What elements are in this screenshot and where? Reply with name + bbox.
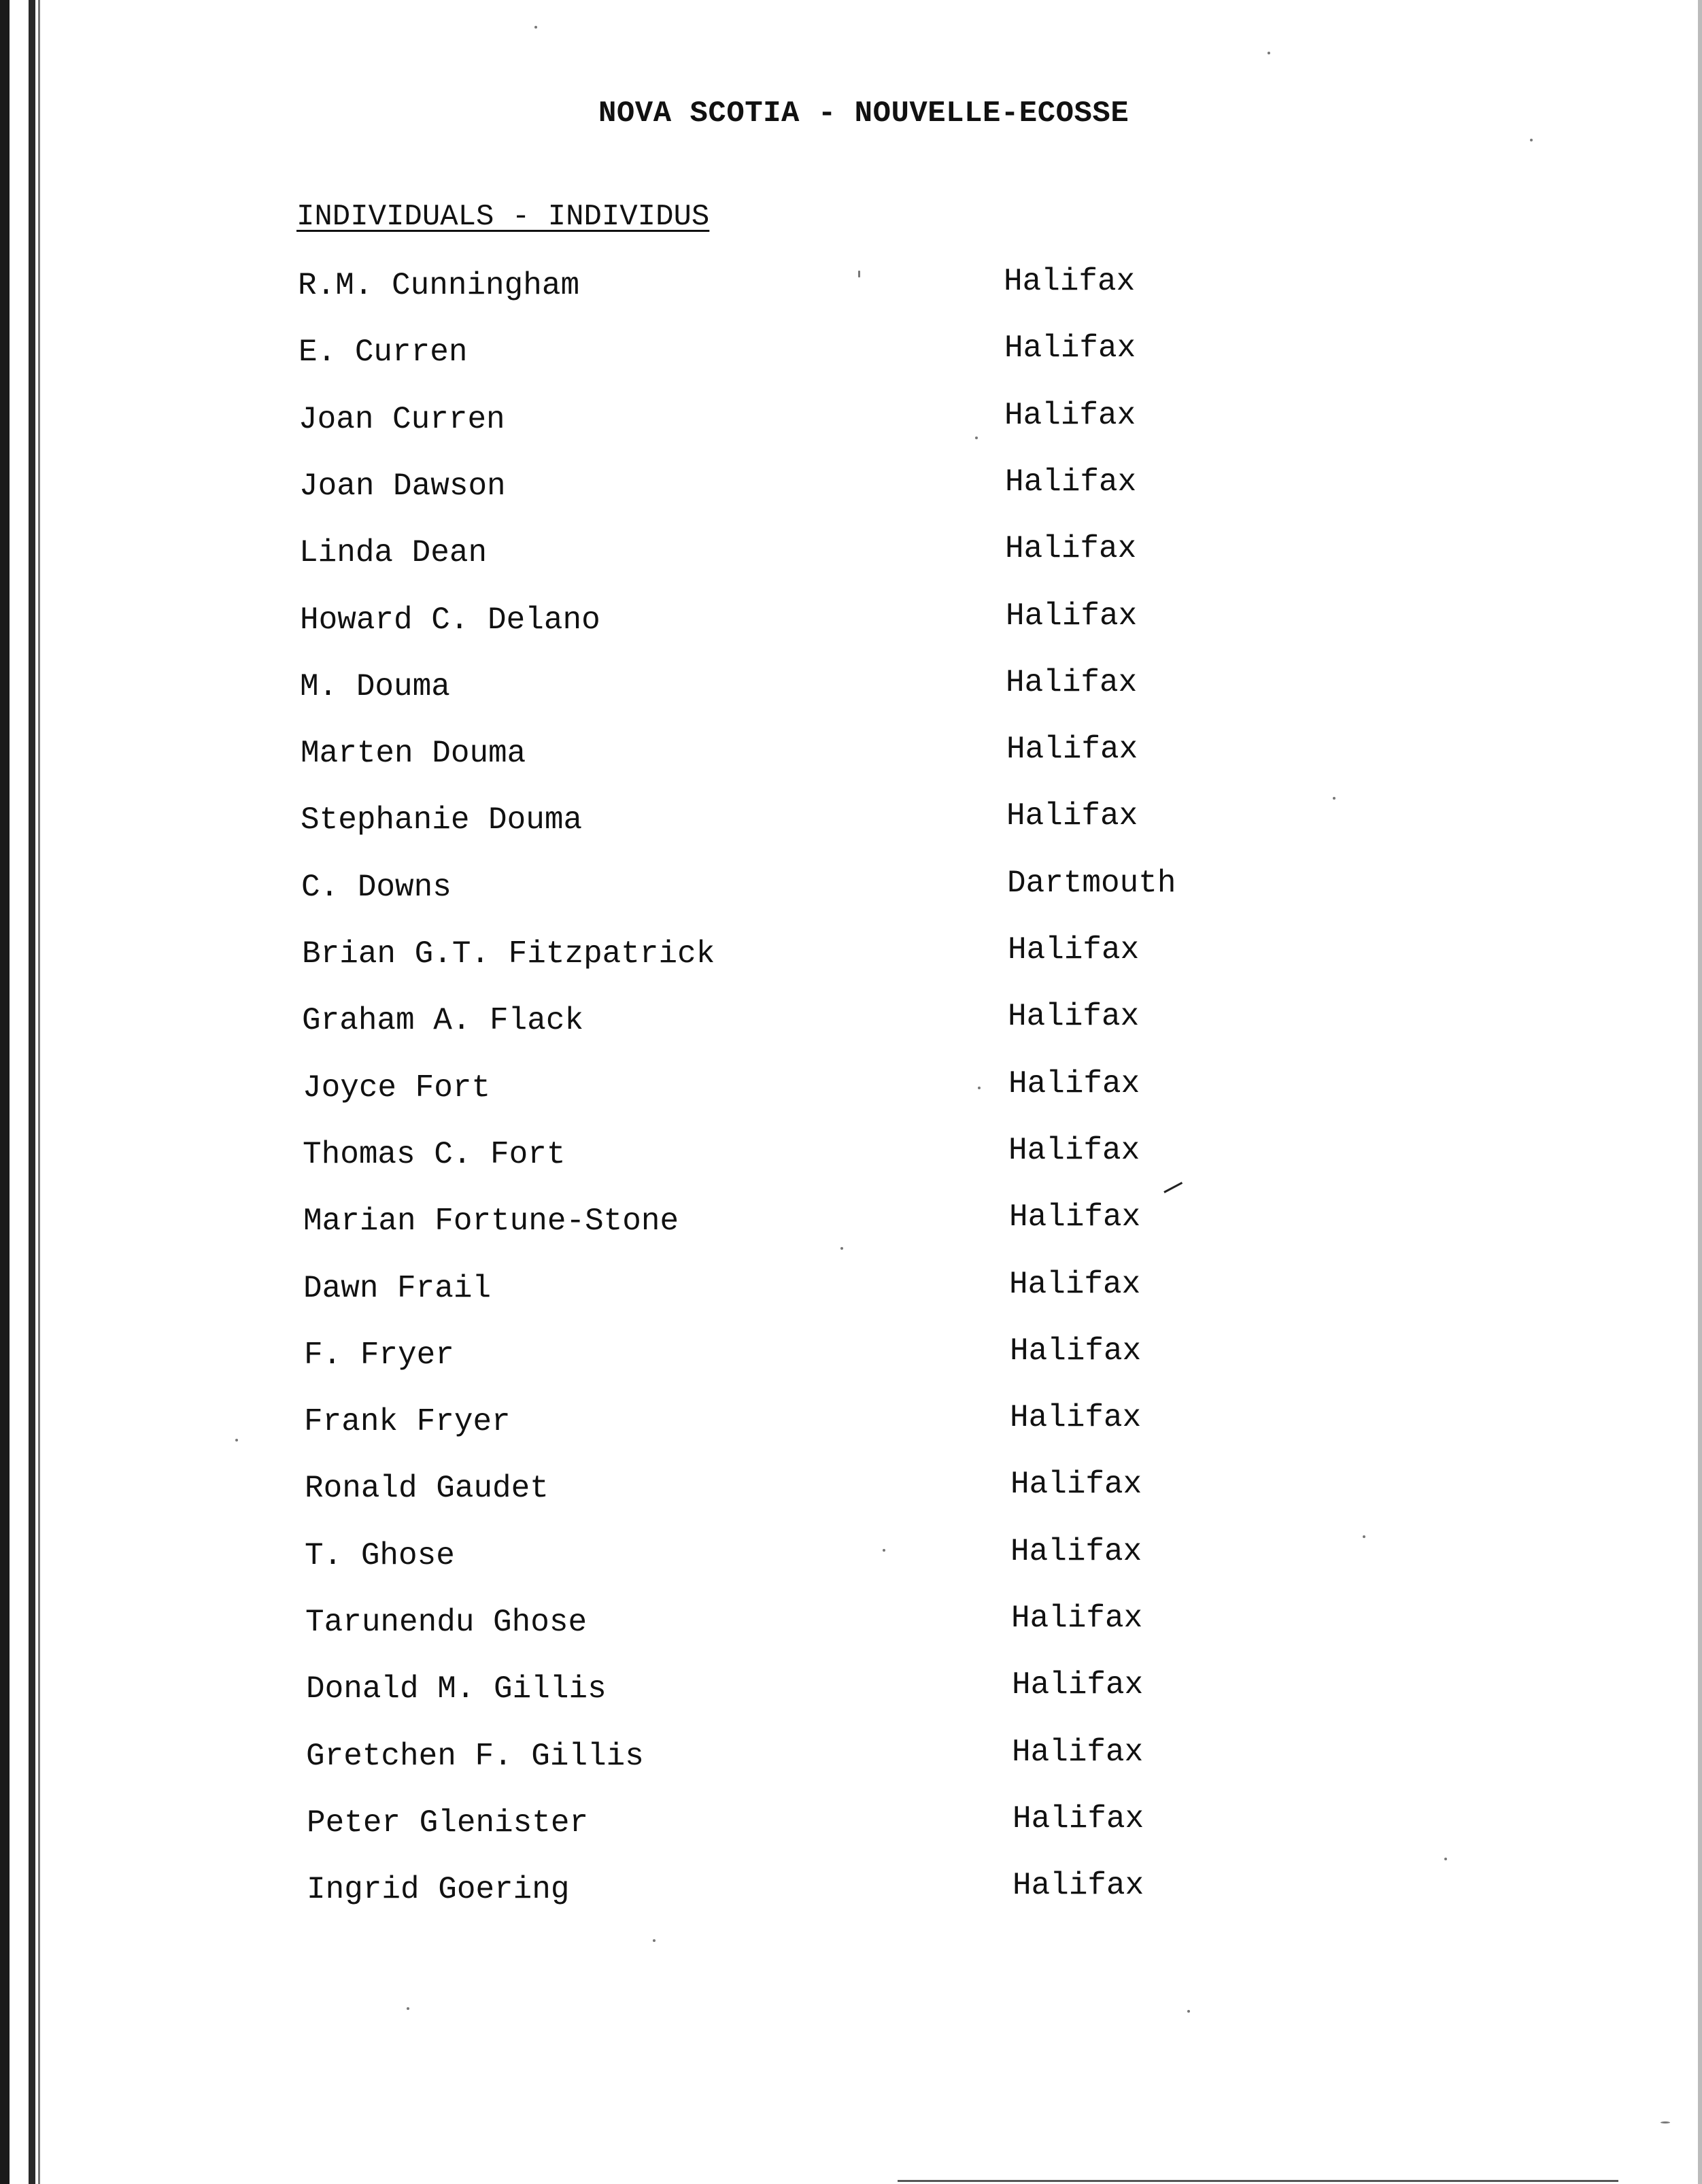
roster-row: [0, 1065, 1702, 1131]
roster-row: [0, 1400, 1702, 1465]
roster-row: [0, 264, 1702, 329]
person-city: Halifax: [1006, 798, 1138, 834]
person-city: Dartmouth: [1007, 865, 1176, 901]
scan-speck: [1444, 1858, 1447, 1860]
roster-row: [0, 1601, 1702, 1666]
roster-row: [0, 330, 1702, 396]
roster-row: [0, 464, 1702, 530]
scan-speck: [1267, 52, 1270, 54]
person-city: Halifax: [1004, 264, 1136, 299]
person-name: Frank Fryer: [304, 1404, 511, 1440]
person-city: Halifax: [1004, 397, 1136, 433]
person-city: Halifax: [1009, 1266, 1141, 1302]
person-city: Halifax: [1010, 1467, 1142, 1503]
person-name: Joan Dawson: [299, 468, 506, 504]
scan-speck: [883, 1549, 885, 1552]
roster-row: [0, 1333, 1702, 1399]
person-city: Halifax: [1012, 1801, 1144, 1837]
roster-row: [0, 531, 1702, 596]
roster-row: [0, 664, 1702, 730]
person-city: Halifax: [1006, 664, 1138, 700]
person-name: Ingrid Goering: [307, 1872, 570, 1908]
person-city: Halifax: [1010, 1400, 1142, 1436]
scan-speck: [840, 1247, 843, 1250]
roster-row: [0, 865, 1702, 931]
scan-speck: [975, 437, 978, 439]
person-city: Halifax: [1012, 1868, 1144, 1904]
person-city: Halifax: [1010, 1533, 1142, 1569]
person-name: Brian G.T. Fitzpatrick: [302, 936, 715, 972]
roster-row: [0, 999, 1702, 1064]
scan-speck: [534, 26, 537, 29]
person-city: Halifax: [1012, 1734, 1144, 1770]
person-name: Ronald Gaudet: [305, 1471, 549, 1507]
person-city: Halifax: [1006, 598, 1138, 634]
person-name: Thomas C. Fort: [303, 1136, 566, 1172]
roster-row: [0, 397, 1702, 463]
person-name: R.M. Cunningham: [298, 268, 580, 303]
person-name: Joyce Fort: [303, 1070, 491, 1106]
person-name: Stephanie Douma: [301, 802, 583, 838]
scan-speck: [1187, 2010, 1190, 2013]
person-name: Howard C. Delano: [300, 602, 600, 638]
person-name: Peter Glenister: [307, 1805, 589, 1841]
person-name: C. Downs: [301, 869, 452, 905]
roster-row: [0, 1667, 1702, 1733]
roster-row: [0, 1199, 1702, 1265]
scan-speck: [235, 1439, 238, 1441]
page-title: NOVA SCOTIA - NOUVELLE-ECOSSE: [598, 97, 1129, 131]
person-city: Halifax: [1010, 1333, 1142, 1369]
roster-row: [0, 732, 1702, 797]
person-name: E. Curren: [299, 335, 468, 371]
person-city: Halifax: [1008, 999, 1140, 1035]
roster-row: [0, 1132, 1702, 1198]
person-name: Joan Curren: [299, 401, 505, 437]
person-city: Halifax: [1011, 1601, 1143, 1636]
person-name: Marian Fortune-Stone: [303, 1204, 679, 1240]
scan-speck: [653, 1939, 656, 1942]
scan-speck: [1333, 797, 1335, 800]
person-name: Marten Douma: [301, 736, 526, 772]
person-name: Donald M. Gillis: [306, 1671, 607, 1707]
roster-row: [0, 932, 1702, 997]
roster-row: [0, 598, 1702, 664]
roster-row: [0, 1734, 1702, 1800]
person-name: Tarunendu Ghose: [305, 1605, 588, 1640]
roster-row: [0, 798, 1702, 864]
person-name: T. Ghose: [305, 1537, 455, 1573]
person-name: Linda Dean: [299, 535, 488, 571]
roster-row: [0, 1266, 1702, 1332]
scan-speck: [1661, 2121, 1670, 2123]
scan-speck: [407, 2007, 409, 2010]
scan-speck: [978, 1087, 981, 1089]
roster-row: [0, 1533, 1702, 1599]
person-city: Halifax: [1005, 531, 1137, 567]
person-city: Halifax: [1008, 1065, 1140, 1102]
scan-speck: [1530, 139, 1533, 141]
section-heading: INDIVIDUALS - INDIVIDUS: [296, 200, 710, 234]
scan-speck: [1363, 1535, 1365, 1538]
person-city: Halifax: [1004, 330, 1136, 366]
person-name: F. Fryer: [304, 1337, 454, 1373]
person-city: Halifax: [1012, 1667, 1144, 1703]
person-city: Halifax: [1008, 1132, 1140, 1168]
person-city: Halifax: [1005, 464, 1137, 500]
person-city: Halifax: [1009, 1199, 1141, 1235]
person-name: Dawn Frail: [303, 1270, 492, 1306]
roster-row: [0, 1801, 1702, 1866]
roster-row: [0, 1467, 1702, 1532]
person-name: Gretchen F. Gillis: [306, 1738, 644, 1774]
person-city: Halifax: [1006, 732, 1138, 768]
person-name: Graham A. Flack: [302, 1003, 584, 1039]
person-city: Halifax: [1008, 932, 1140, 968]
scan-speck: [858, 271, 860, 277]
roster-row: [0, 1868, 1702, 1933]
person-name: M. Douma: [300, 668, 450, 704]
